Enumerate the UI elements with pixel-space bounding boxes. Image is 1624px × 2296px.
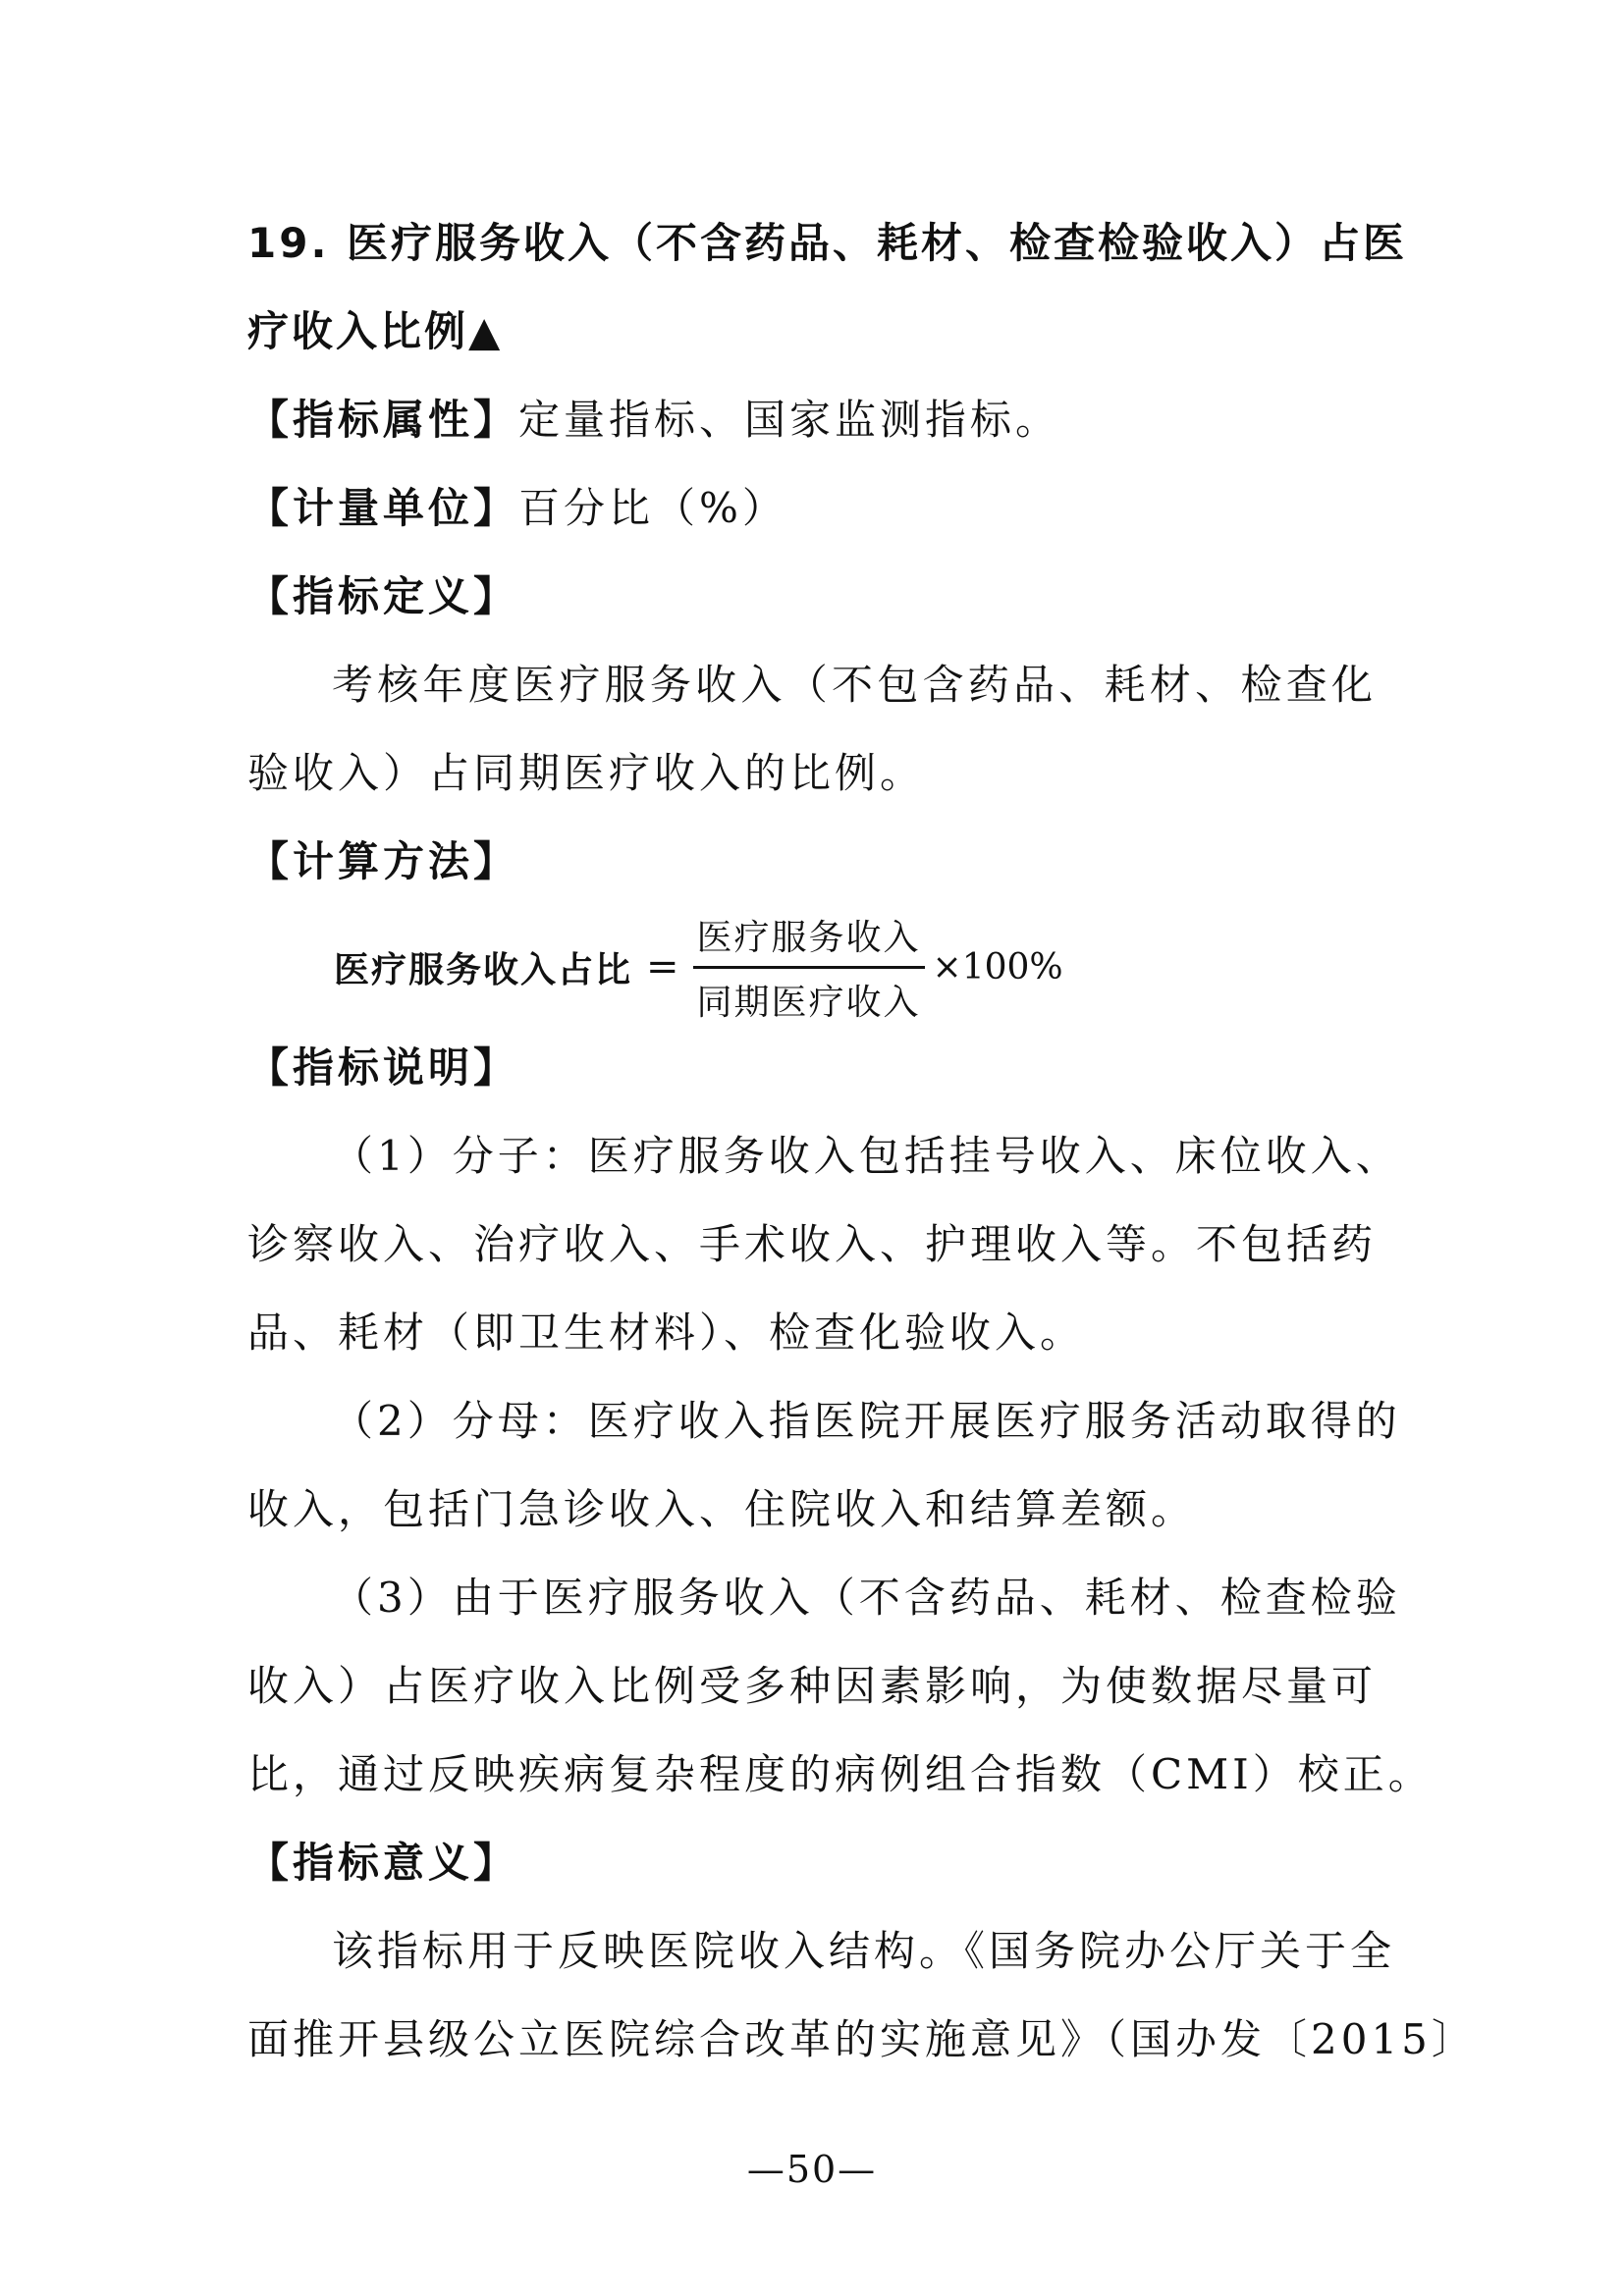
significance-label: 【指标意义】 — [247, 1839, 519, 1887]
unit-value: 百分比（%） — [518, 484, 787, 532]
explanation-item2-line-2: 收入，包括门急诊收入、住院收入和结算差额。 — [247, 1485, 1197, 1533]
explanation-label: 【指标说明】 — [247, 1043, 519, 1092]
formula-denominator: 同期医疗收入 — [696, 982, 921, 1023]
explanation-item3-line-3: 比，通过反映疾病复杂程度的病例组合指数（CMI）校正。 — [247, 1750, 1434, 1798]
explanation-item1-line-1: （1）分子：医疗服务收入包括挂号收入、床位收入、 — [332, 1132, 1401, 1180]
definition-label: 【指标定义】 — [247, 572, 519, 620]
explanation-item3-line-2: 收入）占医疗收入比例受多种因素影响，为使数据尽量可 — [247, 1662, 1378, 1710]
section-title-line-2: 疗收入比例▲ — [247, 307, 504, 355]
formula-fraction — [693, 910, 925, 1025]
definition-line-1: 考核年度医疗服务收入（不包含药品、耗材、检查化 — [332, 661, 1377, 709]
unit-label: 【计量单位】 — [247, 484, 519, 532]
calculation-formula — [334, 903, 1063, 1031]
attribute-value: 定量指标、国家监测指标。 — [518, 396, 1061, 444]
formula-numerator: 医疗服务收入 — [696, 917, 921, 958]
section-title-line-1: 19. 医疗服务收入（不含药品、耗材、检查检验收入）占医 — [247, 219, 1408, 267]
unit-row — [247, 479, 1377, 538]
formula-lhs: 医疗服务收入占比 — [334, 949, 633, 990]
significance-line-2: 面推开县级公立医院综合改革的实施意见》（国办发〔2015〕 — [247, 2015, 1477, 2063]
definition-line-2: 验收入）占同期医疗收入的比例。 — [247, 749, 926, 797]
attribute-row — [247, 391, 1377, 450]
attribute-label: 【指标属性】 — [247, 396, 519, 444]
explanation-item2-line-1: （2）分母：医疗收入指医院开展医疗服务活动取得的 — [332, 1397, 1401, 1445]
explanation-item1-line-2: 诊察收入、治疗收入、手术收入、护理收入等。不包括药 — [247, 1220, 1378, 1268]
explanation-item3-line-1: （3）由于医疗服务收入（不含药品、耗材、检查检验 — [332, 1574, 1401, 1622]
formula-multiplier: ×100% — [932, 946, 1063, 988]
formula-equals: = — [646, 944, 679, 989]
explanation-item1-line-3: 品、耗材（即卫生材料）、检查化验收入。 — [247, 1308, 1086, 1357]
significance-line-1: 该指标用于反映医院收入结构。《国务院办公厅关于全 — [332, 1927, 1396, 1975]
page-number: —50— — [746, 2148, 878, 2191]
calculation-label: 【计算方法】 — [247, 837, 519, 885]
